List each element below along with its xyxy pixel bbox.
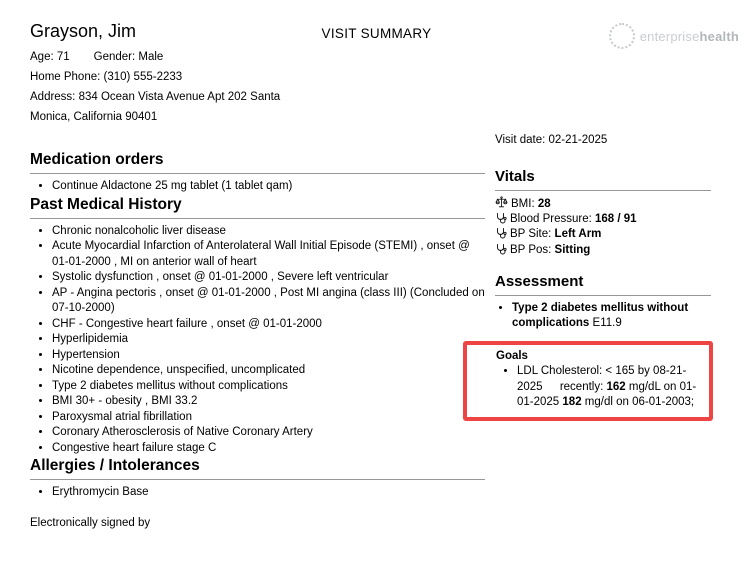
vital-value: 168 / 91 [595,213,637,226]
allergy-item: • Erythromycin Base [52,485,485,501]
pmh-item: • Acute Myocardial Infarction of Anterolateral Wall Initial Episode (STEMI) , onset @ 01-01-2000 , MI on anterior wall of heart [52,239,485,270]
pmh-item: • BMI 30+ - obesity , BMI 33.2 [52,394,485,410]
left-column [30,150,485,529]
vital-value: Sitting [554,243,591,256]
vital-value: 28 [537,198,551,210]
section-divider [30,479,485,480]
diagnosis-code: E11.9 [589,317,622,330]
document-title: VISIT SUMMARY [321,26,432,41]
diagnosis-text: Type 2 diabetes mellitus without complications [512,301,689,330]
age-gender-line [30,47,302,67]
logo-text: enterprisehealth [639,28,739,44]
pmh-item: • AP - Angina pectoris , onset @ 01-01-2000 , Post MI angina (class III) (Concluded on 07-10-2000) [52,286,485,317]
stethoscope-icon [495,243,507,255]
allergies-list [30,485,485,501]
section-divider [30,218,485,219]
goal-recent-value: 162 [606,380,626,393]
patient-gender: Gender: Male [93,51,164,63]
pmh-item: • Coronary Atherosclerosis of Native Coronary Artery [52,425,485,441]
vital-label: BP Pos: [510,243,555,256]
pmh-item: • CHF - Congestive heart failure , onset @ 01-01-2000 [52,317,485,333]
section-divider [495,295,711,296]
signature-note: Electronically signed by [30,516,151,529]
vital-label: Blood Pressure: [510,213,596,226]
pmh-item: • Systolic dysfunction , onset @ 01-01-2000 , Severe left ventricular [52,270,485,286]
patient-demographics [30,47,302,127]
vital-blood-pressure [495,212,711,227]
goals-heading: Goals [496,349,528,362]
pmh-item: • Hypertension [52,348,485,364]
assessment-list [495,301,711,332]
allergies-heading: Allergies / Intolerances [30,457,200,474]
past-medical-history-list [30,224,485,457]
past-medical-history-heading: Past Medical History [30,195,182,213]
enterprise-health-logo [609,23,739,49]
goal-prior-value: 182 [562,396,582,409]
goals-list [496,364,701,411]
assessment-item [512,301,711,332]
pmh-item: • Hyperlipidemia [52,332,485,348]
pmh-item: • Paroxysmal atrial fibrillation [52,410,485,426]
medication-item: • Continue Aldactone 25 mg tablet (1 tablet qam) [52,179,485,195]
section-divider [495,190,711,191]
visit-date: Visit date: 02-21-2025 [495,134,608,146]
medication-orders-list [30,179,485,195]
medication-orders-heading: Medication orders [30,151,164,168]
pmh-item: • Congestive heart failure stage C [52,441,485,457]
section-divider [30,173,485,174]
pmh-item: • Nicotine dependence, unspecified, uncomplicated [52,363,485,379]
scale-icon [495,196,508,209]
pmh-item: • Type 2 diabetes mellitus without complications [52,379,485,395]
pmh-item: • Chronic nonalcoholic liver disease [52,224,485,240]
vital-bmi [495,196,711,212]
assessment-heading: Assessment [495,272,584,290]
patient-name: Grayson, Jim [30,21,137,41]
vital-label: BMI: [511,198,538,210]
vital-label: BP Site: [510,228,555,241]
goals-highlight-box [463,341,713,421]
patient-age: Age: 71 [30,51,70,63]
stethoscope-icon [495,212,507,224]
stethoscope-icon [495,227,507,239]
goal-item: • LDL Cholesterol: < 165 by 08-21-2025 recently: 162 mg/dL on 01-01-2025 182 mg/dl on 06-01-2003; [517,364,701,411]
vitals-heading: Vitals [495,168,535,185]
home-phone: Home Phone: (310) 555-2233 [30,71,183,83]
vital-bp-site [495,227,711,242]
patient-address: Address: 834 Ocean Vista Avenue Apt 202 Santa Monica, California 90401 [30,91,281,123]
vital-value: Left Arm [554,228,602,241]
vitals-list [495,196,711,258]
logo-circle-icon [609,23,635,49]
vital-bp-pos [495,243,711,258]
right-column [495,133,711,421]
